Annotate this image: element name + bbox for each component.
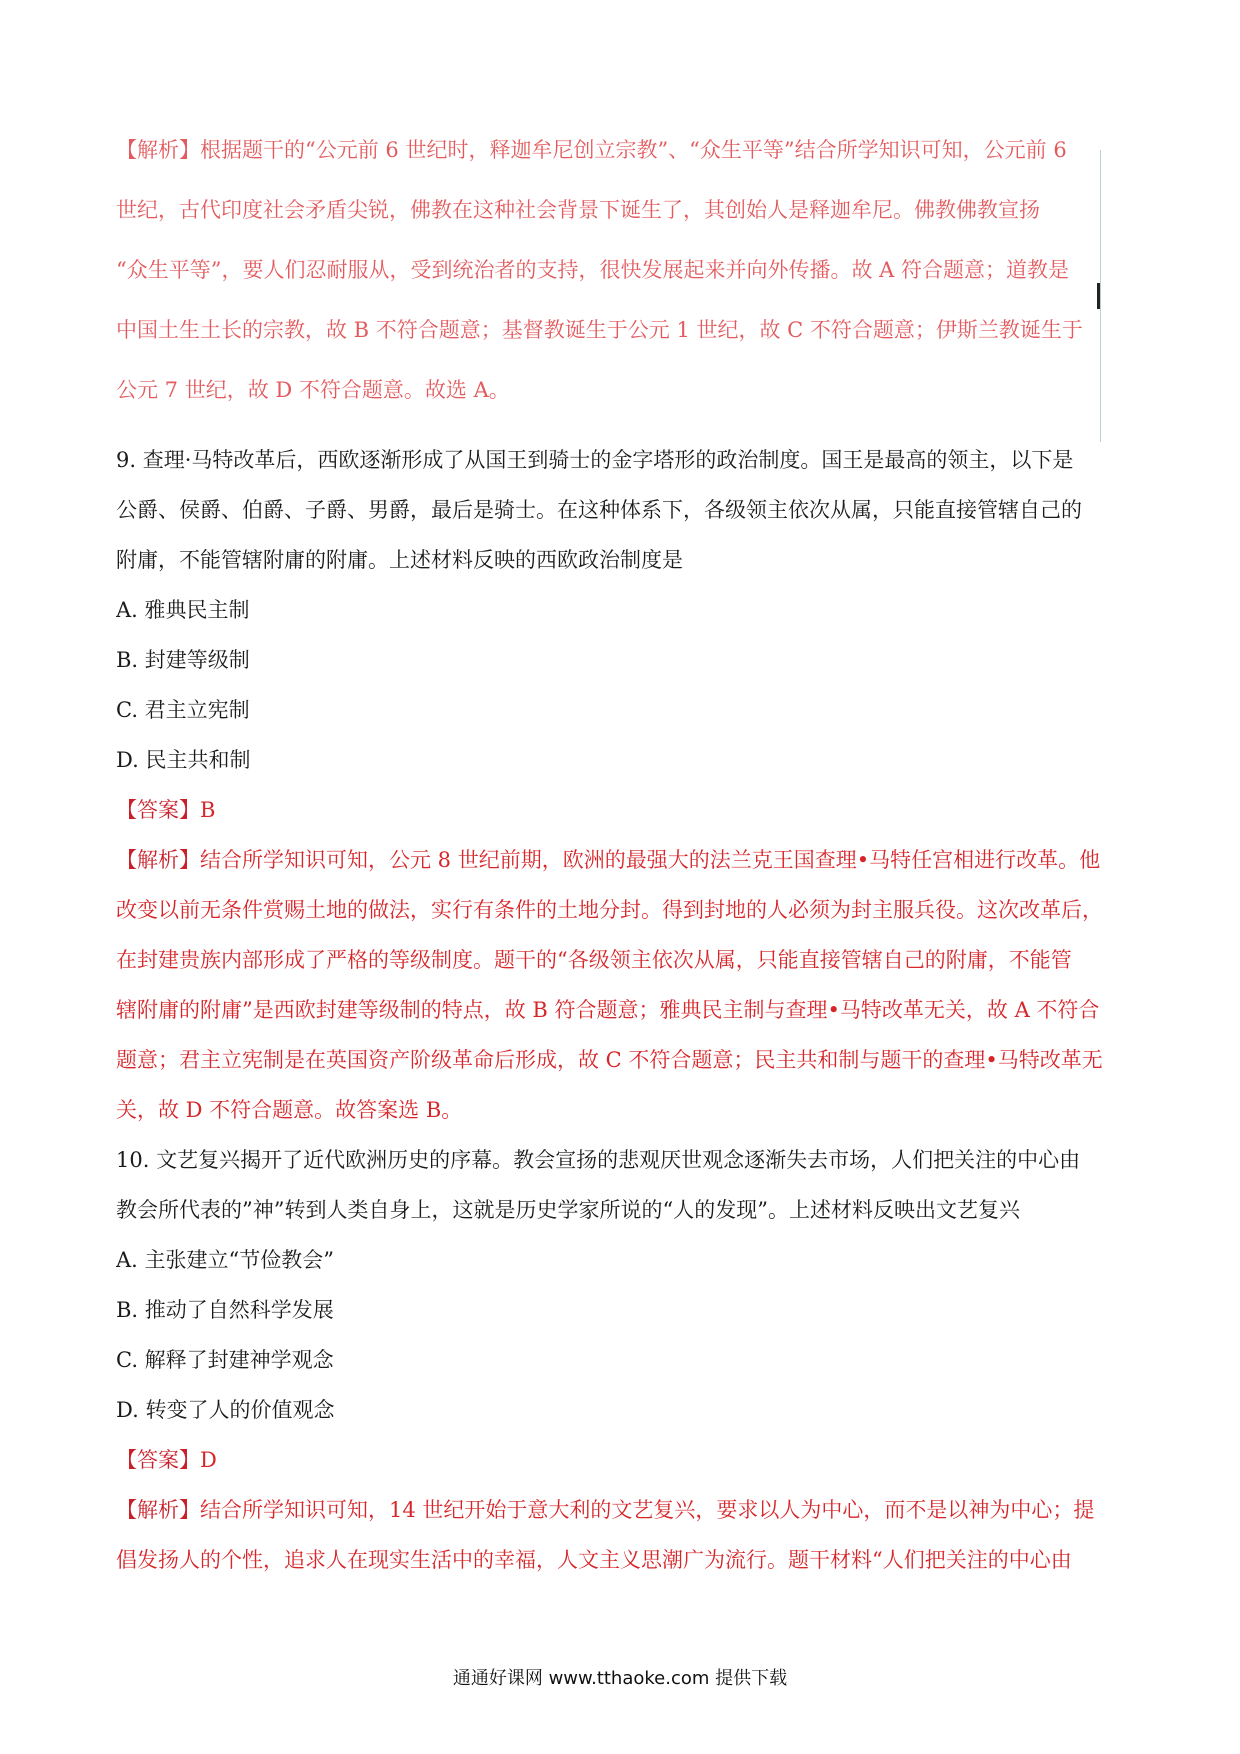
q10-option-a: A. 主张建立“节俭教会” (116, 1248, 334, 1272)
q10-option-c: C. 解释了封建神学观念 (116, 1348, 334, 1372)
q10-option-b: B. 推动了自然科学发展 (116, 1298, 334, 1322)
q9-option-d: D. 民主共和制 (116, 748, 251, 772)
q10-answer-value: D (200, 1448, 217, 1472)
q9-answer-tag: 【答案】 (116, 798, 200, 822)
analysis-top-line-1: 【解析】根据题干的“公元前 6 世纪时，释迦牟尼创立宗教”、“众生平等”结合所学知识可知，公元前 6 (116, 138, 1067, 162)
q10-stem-line-1: 10. 文艺复兴揭开了近代欧洲历史的序幕。教会宣扬的悲观厌世观念逐渐失去市场，人们把关注的中心由 (116, 1148, 1081, 1172)
q9-analysis-tag: 【解析】 (116, 848, 200, 872)
q10-analysis-line-1 (116, 1496, 1146, 1524)
q9-analysis-line-6: 关，故 D 不符合题意。故答案选 B。 (116, 1098, 463, 1122)
q9-analysis-line-1 (116, 846, 1146, 874)
page-footer: 通通好课网 www.tthaoke.com 提供下载 (452, 1668, 788, 1689)
q10-analysis-text-1: 结合所学知识可知，14 世纪开始于意大利的文艺复兴，要求以人为中心，而不是以神为中心；提 (200, 1498, 1095, 1522)
q9-answer-value: B (200, 798, 216, 822)
q10-analysis-tag: 【解析】 (116, 1498, 200, 1522)
text-cursor-mark (1097, 283, 1100, 309)
analysis-top-line-3: “众生平等”，要人们忍耐服从，受到统治者的支持，很快发展起来并向外传播。故 A 符合题意；道教是 (116, 258, 1069, 282)
q9-analysis-line-2: 改变以前无条件赏赐土地的做法，实行有条件的土地分封。得到封地的人必须为封主服兵役。这次改革后， (116, 898, 1103, 922)
q10-answer-tag: 【答案】 (116, 1448, 200, 1472)
analysis-top-line-4: 中国土生土长的宗教，故 B 不符合题意；基督教诞生于公元 1 世纪，故 C 不符合题意；伊斯兰教诞生于 (116, 318, 1083, 342)
analysis-top-line-5: 公元 7 世纪，故 D 不符合题意。故选 A。 (116, 378, 510, 402)
q9-option-b: B. 封建等级制 (116, 648, 250, 672)
q9-answer-line (116, 796, 1146, 824)
q9-option-c: C. 君主立宪制 (116, 698, 250, 722)
q9-stem-line-3: 附庸，不能管辖附庸的附庸。上述材料反映的西欧政治制度是 (116, 548, 683, 572)
analysis-top-line-2: 世纪，古代印度社会矛盾尖锐，佛教在这种社会背景下诞生了，其创始人是释迦牟尼。佛教佛教宣扬 (116, 198, 1040, 222)
q9-analysis-line-5: 题意；君主立宪制是在英国资产阶级革命后形成，故 C 不符合题意；民主共和制与题干的查理•马特改革无 (116, 1048, 1103, 1072)
q10-analysis-line-2: 倡发扬人的个性，追求人在现实生活中的幸福，人文主义思潮广为流行。题干材料“人们把关注的中心由 (116, 1548, 1072, 1572)
q10-answer-line (116, 1446, 1146, 1474)
q9-option-a: A. 雅典民主制 (116, 598, 250, 622)
q9-analysis-line-4: 辖附庸的附庸”是西欧封建等级制的特点，故 B 符合题意；雅典民主制与查理•马特改革无关，故 A 不符合 (116, 998, 1100, 1022)
q9-stem-line-2: 公爵、侯爵、伯爵、子爵、男爵，最后是骑士。在这种体系下，各级领主依次从属，只能直接管辖自己的 (116, 498, 1082, 522)
q10-option-d: D. 转变了人的价值观念 (116, 1398, 335, 1422)
margin-guide-line (1100, 150, 1101, 442)
q10-stem-line-2: 教会所代表的”神”转到人类自身上，这就是历史学家所说的“人的发现”。上述材料反映出文艺复兴 (116, 1198, 1020, 1222)
q9-analysis-line-3: 在封建贵族内部形成了严格的等级制度。题干的“各级领主依次从属，只能直接管辖自己的附庸，不能管 (116, 948, 1072, 972)
q9-stem-line-1: 9. 查理·马特改革后，西欧逐渐形成了从国王到骑士的金字塔形的政治制度。国王是最高的领主，以下是 (116, 448, 1074, 472)
q9-analysis-text-1: 结合所学知识可知，公元 8 世纪前期，欧洲的最强大的法兰克王国查理•马特任宫相进行改革。他 (200, 848, 1101, 872)
